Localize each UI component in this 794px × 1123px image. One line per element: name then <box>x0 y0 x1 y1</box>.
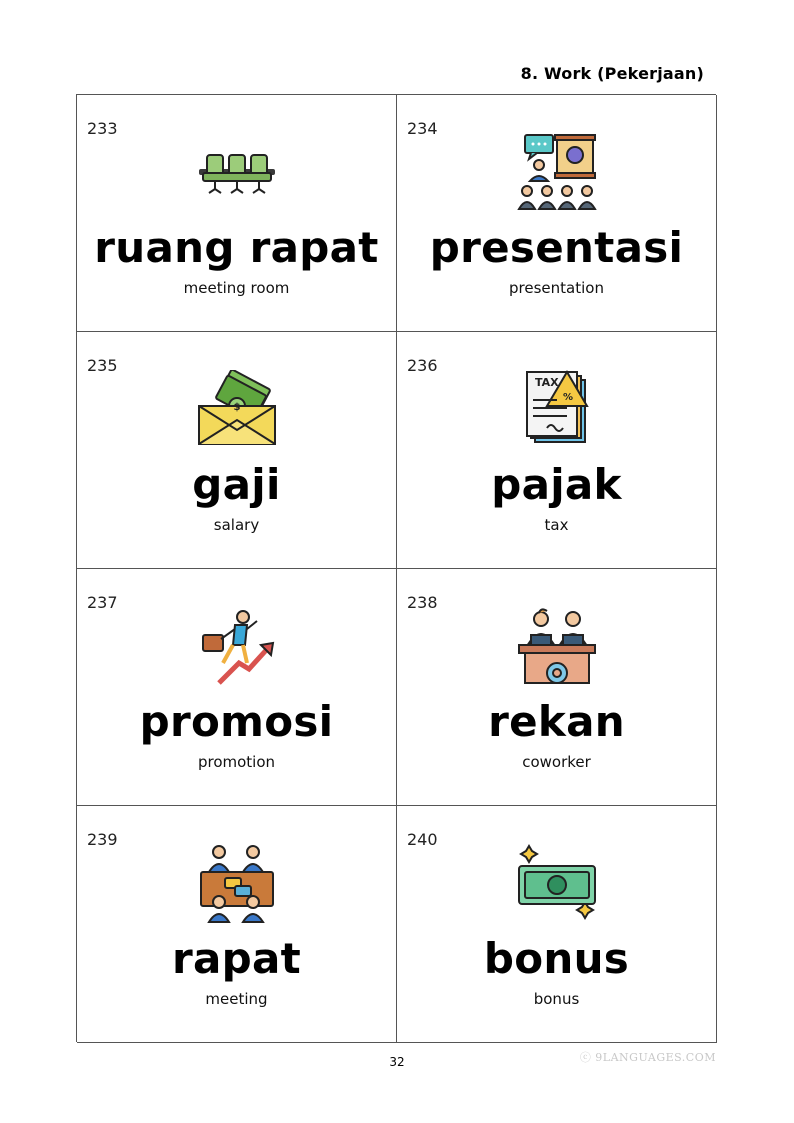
vocab-word: rapat <box>171 934 302 983</box>
vocab-card <box>397 806 717 1043</box>
vocab-word: rekan <box>488 697 625 746</box>
vocab-word: promosi <box>139 697 334 746</box>
coworker-icon <box>517 607 597 687</box>
presentation-icon <box>517 133 597 213</box>
card-number: 234 <box>407 119 438 138</box>
svg-text:%: % <box>562 392 573 403</box>
section-title: 8. Work (Pekerjaan) <box>520 64 704 83</box>
page-number: 32 <box>389 1055 405 1069</box>
salary-envelope-icon <box>197 370 277 450</box>
card-number: 238 <box>407 593 438 612</box>
vocabulary-grid <box>76 94 716 1042</box>
tax-document-icon <box>517 370 597 450</box>
vocab-meaning: salary <box>213 516 260 534</box>
vocab-card <box>77 806 397 1043</box>
vocab-word: pajak <box>491 460 622 509</box>
card-number: 233 <box>87 119 118 138</box>
svg-text:TAX: TAX <box>534 376 559 389</box>
vocab-card <box>397 332 717 569</box>
svg-text:$: $ <box>233 402 240 413</box>
vocab-meaning: meeting <box>205 990 268 1008</box>
watermark: ⓒ 9LANGUAGES.COM <box>579 1051 716 1064</box>
meeting-room-icon <box>197 133 277 213</box>
vocab-word: gaji <box>192 460 281 509</box>
bonus-money-icon <box>517 844 597 924</box>
promotion-icon <box>197 607 277 687</box>
vocab-card <box>397 95 717 332</box>
vocab-word: ruang rapat <box>94 223 379 272</box>
vocab-meaning: coworker <box>522 753 591 771</box>
vocab-card <box>77 95 397 332</box>
card-number: 235 <box>87 356 118 375</box>
vocab-meaning: presentation <box>509 279 604 297</box>
card-number: 239 <box>87 830 118 849</box>
meeting-icon <box>197 844 277 924</box>
vocab-meaning: promotion <box>197 753 276 771</box>
vocab-meaning: bonus <box>533 990 580 1008</box>
vocab-word: presentasi <box>429 223 684 272</box>
vocab-card <box>77 569 397 806</box>
vocab-card <box>77 332 397 569</box>
vocab-meaning: tax <box>544 516 569 534</box>
card-number: 237 <box>87 593 118 612</box>
vocab-card <box>397 569 717 806</box>
vocab-word: bonus <box>483 934 630 983</box>
card-number: 240 <box>407 830 438 849</box>
vocab-meaning: meeting room <box>183 279 290 297</box>
card-number: 236 <box>407 356 438 375</box>
